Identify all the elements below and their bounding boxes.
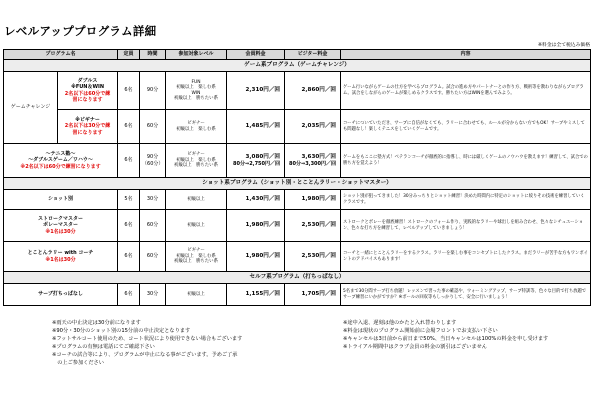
section-self: セルフ系プログラム（打ちっぱなし） xyxy=(4,272,591,284)
doubles-sub: ※FUN＆WIN xyxy=(70,84,105,91)
tokoton-rally-name: とことんラリー with コーチ xyxy=(27,250,94,257)
table-row xyxy=(4,72,591,110)
doubles-name: ダブルス xyxy=(77,78,98,84)
table-row xyxy=(4,242,591,272)
section-shot: ショット系プログラム（ショット別・とことんラリー・ショットマスター） xyxy=(4,178,591,190)
doubles-desc: ゲーム行いながらゲームの仕方を学べるプログラム。試合の進め方やパートナーとの作り方、戦術等を教わりながらプログラム。試合をしながらのゲームが楽しめるクラスです。勝ちたい方はWINを選んでみよう。 xyxy=(341,72,591,110)
serve-practice-time: 30分 xyxy=(140,284,166,306)
tennis-juku-sub: 〜ダブルスゲーム／ワハウ〜 xyxy=(28,157,93,164)
tokoton-rally-level: ビギナー 初級以上 楽しむ系 初級以上 勝ちたい系 xyxy=(166,242,227,272)
singles-member-fee: 1,485円／回 xyxy=(227,110,285,144)
doubles-name-cell xyxy=(58,72,118,110)
note-item: ※キャンセルは3日前から前日まで50%、当日キャンセルは100%の料金を申し受けます xyxy=(343,336,549,343)
notes-right xyxy=(343,319,593,351)
table-row xyxy=(4,110,591,144)
header-time: 時間 xyxy=(140,50,166,60)
tennis-juku-name: 〜テニス塾〜 xyxy=(45,151,76,158)
note-item: ※フットサルコート使用のため、コート状況により使用できない場合もございます xyxy=(52,336,243,343)
tokoton-rally-name-cell xyxy=(4,242,118,272)
shot-betsu-name: ショット別 xyxy=(4,190,118,210)
serve-practice-desc: 5名まで30分間サーブ打ち放題！レッスンで習った事の確認や、ウォーミングアップ、サーブ特訓等、色々な目的で打ち放題でサーブ練習にいかがですか？※ボールの回収等もしっかりして、安全に行いましょう！ xyxy=(341,284,591,306)
serve-practice-name: サーブ打ちっぱなし xyxy=(4,284,118,306)
tennis-juku-desc: ゲームをもここに塾方式！ベテランコーチが徹底的に指導し、時には厳しくゲームのノウハウを教えます！練習して、試合での勝ち方を覚えよう！ xyxy=(341,144,591,178)
header-capacity: 定員 xyxy=(118,50,140,60)
shot-betsu-visitor-fee: 1,980円／回 xyxy=(285,190,341,210)
singles-visitor-fee: 2,035円／回 xyxy=(285,110,341,144)
table-row xyxy=(4,144,591,178)
singles-name: ※ビギナー xyxy=(75,117,100,124)
serve-practice-member-fee: 1,155円／回 xyxy=(227,284,285,306)
shot-betsu-time: 30分 xyxy=(140,190,166,210)
stroke-master-visitor-fee: 2,530円／回 xyxy=(285,210,341,242)
program-table xyxy=(3,49,591,306)
stroke-master-name: ストロークマスター xyxy=(38,216,84,223)
header-member-fee: 会員料金 xyxy=(227,50,285,60)
stroke-master-name-cell xyxy=(4,210,118,242)
note-item: ※コーチの試合等により、プログラムが中止になる事がございます。予めご了承 xyxy=(52,352,238,359)
singles-name-cell xyxy=(58,110,118,144)
doubles-warn-2: 習になります xyxy=(72,96,103,103)
header-level: 参加対象レベル xyxy=(166,50,227,60)
page-title: レベルアッププログラム詳細 xyxy=(4,24,157,38)
volley-master-name: ボレーマスター xyxy=(43,222,79,229)
header-visitor-fee: ビジター料金 xyxy=(285,50,341,60)
stroke-master-capacity: 6名 xyxy=(118,210,140,242)
singles-warn-2: 習になります xyxy=(72,129,103,136)
tokoton-rally-capacity: 6名 xyxy=(118,242,140,272)
doubles-warn: 2名以下は60分で練 xyxy=(64,90,111,97)
singles-level: ビギナー 初級以上 楽しむ系 xyxy=(166,110,227,144)
tennis-juku-capacity: 6名 xyxy=(118,144,140,178)
table-header-row xyxy=(4,50,591,60)
serve-practice-capacity: 6名 xyxy=(118,284,140,306)
tennis-juku-time: 90分 （60分） xyxy=(140,144,166,178)
stroke-master-desc: ストロークとボレーを徹底練習！ストロークのフォーム作り、実践的なラリーや球出しを組み合わせ、色々なシチュエーション、色々な打ち方を練習して、レベルアップしていきましょう！ xyxy=(341,210,591,242)
shot-betsu-member-fee: 1,430円／回 xyxy=(227,190,285,210)
note-item: ※雨天の中止決定は30分前になります xyxy=(52,320,141,326)
note-item: ※途中入退、遅刻は他のかたと入れ替わりします xyxy=(343,320,457,326)
table-row xyxy=(4,190,591,210)
notes-left xyxy=(52,319,292,367)
singles-desc: コーチについていただき、サーブに自信がなくても、ラリーに合わせても、ルールが分からない方でもOK！サーブやミスしても問題なし！楽しくテニスをしていくゲームです。 xyxy=(341,110,591,144)
doubles-member-fee: 2,310円／回 xyxy=(227,72,285,110)
doubles-time: 90分 xyxy=(140,72,166,110)
shot-betsu-level: 初級以上 xyxy=(166,190,227,210)
singles-time: 60分 xyxy=(140,110,166,144)
note-item: の上ご参加ください xyxy=(52,360,104,367)
stroke-master-level: 初級以上 xyxy=(166,210,227,242)
table-row xyxy=(4,210,591,242)
note-item: ※トライアル期間中はクラブ会員の料金の割引はございません xyxy=(343,344,487,351)
tokoton-rally-visitor-fee: 2,530円／回 xyxy=(285,242,341,272)
tennis-juku-visitor-fee: 3,630円／回 80分⇒3,300円／回 xyxy=(285,144,341,178)
singles-warn: 2名以下は30分で練 xyxy=(64,123,111,130)
table-row xyxy=(4,284,591,306)
singles-capacity: 6名 xyxy=(118,110,140,144)
tokoton-rally-member-fee: 1,980円／回 xyxy=(227,242,285,272)
tokoton-rally-warn: ※1名は30分 xyxy=(45,256,76,263)
note-item: ※プログラムの有無は電話にてご確認下さい xyxy=(52,344,155,351)
header-program-name: プログラム名 xyxy=(4,50,118,60)
tokoton-rally-time: 60分 xyxy=(140,242,166,272)
tennis-juku-member-fee: 3,080円／回 80分⇒2,750円／回 xyxy=(227,144,285,178)
shot-betsu-capacity: 5名 xyxy=(118,190,140,210)
tax-note: ※料金は全て税込み価格 xyxy=(538,43,590,48)
stroke-master-time: 60分 xyxy=(140,210,166,242)
serve-practice-visitor-fee: 1,705円／回 xyxy=(285,284,341,306)
tennis-juku-warn: ※2名以下は60分で練習になります xyxy=(20,163,101,170)
note-item: ※料金は現状のプログラム開始前に会場フロントでお支払い下さい xyxy=(343,328,498,335)
serve-practice-level: 初級以上 xyxy=(166,284,227,306)
shot-betsu-desc: ショット別が狙ってきました！30分みっちりとショット練習！決めた時間内に特定のショットに絞りその技術を練習していくクラスです。 xyxy=(341,190,591,210)
header-content: 内容 xyxy=(341,50,591,60)
doubles-capacity: 6名 xyxy=(118,72,140,110)
doubles-visitor-fee: 2,860円／回 xyxy=(285,72,341,110)
note-item: ※90分・30分のショット別の15分前の中止決定となります xyxy=(52,328,191,335)
tennis-juku-name-cell xyxy=(4,144,118,178)
section-game: ゲーム系プログラム（ゲームチャレンジ） xyxy=(4,60,591,72)
doubles-level: FUN 初級以上 楽しむ系 WIN 初級以上 勝ちたい系 xyxy=(166,72,227,110)
tokoton-rally-desc: コーチと一緒にとことんラリーをするクラス。ラリーを楽しむ事をコンセプトにしたクラス。まだラリーが苦手な方もワンポイントのアドバイスもあります！ xyxy=(341,242,591,272)
tennis-juku-level: ビギナー 初級以上 楽しむ系 初級以上 勝ちたい系 xyxy=(166,144,227,178)
stroke-master-warn: ※1名は30分 xyxy=(45,228,76,235)
game-challenge-name: ゲームチャレンジ xyxy=(4,72,58,144)
stroke-master-member-fee: 1,980円／回 xyxy=(227,210,285,242)
